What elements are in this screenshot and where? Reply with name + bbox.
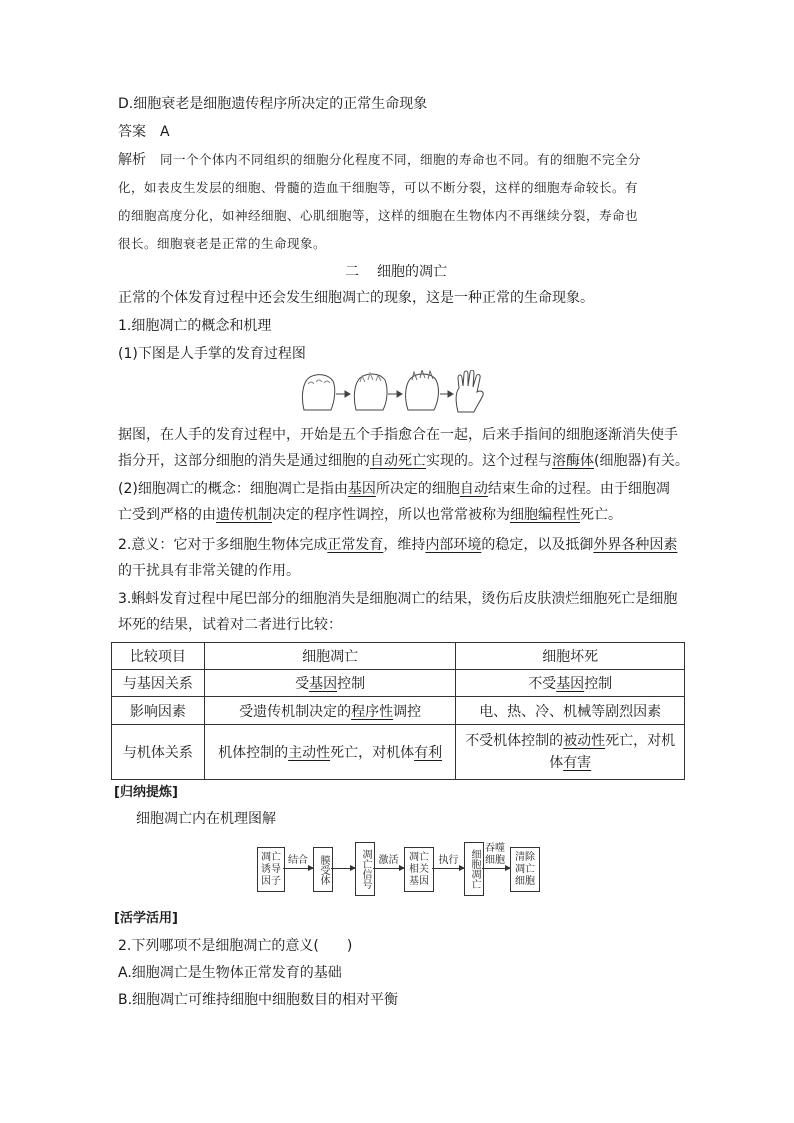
- summary-title: 细胞凋亡内在机理图解: [136, 811, 276, 827]
- p3a-underline-2: 内部环境: [425, 537, 482, 553]
- row-label: 与机体关系: [112, 725, 205, 780]
- cell-text: 机体控制的: [218, 745, 289, 761]
- analysis-line-3: 的细胞高度分化，如神经细胞、心肌细胞等，这样的细胞在生物体内不再继续分裂，寿命也: [118, 208, 639, 223]
- cell-underline: 有利: [414, 745, 443, 761]
- cell-text: 控制: [337, 676, 366, 692]
- option-d: D.细胞衰老是细胞遗传程序所决定的正常生命现象: [118, 96, 428, 112]
- flow-label-bind: 结合: [288, 855, 308, 866]
- flow-arrow: [373, 868, 404, 869]
- p2a-underline-1: 基因: [347, 481, 376, 497]
- option-b: B.细胞凋亡可维持细胞中细胞数目的相对平衡: [118, 992, 399, 1008]
- flow-label-phagocyte: 吞噬细胞: [485, 843, 505, 866]
- question-2: 2.下列哪项不是细胞凋亡的意义( ): [118, 938, 353, 954]
- table-cell: [204, 670, 456, 697]
- section-heading: [345, 261, 447, 283]
- flow-arrow: [283, 868, 313, 869]
- answer-line: [118, 121, 170, 143]
- p2b-text: 亡受到严格的由: [118, 507, 216, 523]
- table-header: 细胞坏死: [456, 643, 685, 670]
- flow-box-receptor: 膜受体: [313, 847, 333, 892]
- cell-text: 调控: [393, 703, 422, 720]
- heading-1: 1.细胞凋亡的概念和机理: [118, 318, 272, 334]
- p1b-text-mid: 实现的。这个过程与: [426, 453, 552, 469]
- flow-box-apoptosis: 细胞凋亡: [464, 842, 484, 896]
- section-title: 细胞的凋亡: [377, 264, 447, 280]
- cell-text: 受: [295, 676, 310, 692]
- flow-arrow: [482, 868, 510, 869]
- table-header-row: [112, 643, 685, 670]
- p3a-underline-3: 外界各种因素: [593, 537, 678, 553]
- flow-arrow: [432, 868, 464, 869]
- row-label: 影响因素: [112, 697, 205, 725]
- paragraph-1b: [118, 450, 689, 472]
- cell-text: 体: [549, 755, 564, 771]
- flow-box-signal: 凋亡信号: [355, 842, 375, 896]
- p2b-underline-1: 遗传机制: [216, 507, 272, 523]
- paragraph-3b: 的干扰具有非常关键的作用。: [118, 563, 300, 579]
- p3a-text-mid: ，维持: [383, 537, 426, 553]
- table-row: [112, 670, 685, 697]
- mechanism-flow-diagram: [0, 842, 794, 894]
- flow-arrow: [331, 868, 355, 869]
- flow-box-inducer: 凋亡诱导因子: [257, 847, 285, 892]
- paragraph-2b: [118, 504, 622, 526]
- p1b-text-post: (细胞器)有关。: [594, 453, 689, 469]
- figure-caption: (1)下图是人手掌的发育过程图: [118, 346, 306, 362]
- hand-stage-2: [354, 374, 387, 410]
- table-row: [112, 697, 685, 725]
- hand-stage-3: [406, 374, 439, 410]
- paragraph-3a: [118, 534, 677, 556]
- p1b-underline-1: 自动死亡: [370, 453, 426, 469]
- p3a-underline-1: 正常发育: [327, 537, 384, 553]
- paragraph-2a: [118, 478, 670, 500]
- table-row: [112, 725, 685, 780]
- practice-tag: [活学活用]: [114, 911, 178, 926]
- row-label: 与基因关系: [112, 670, 205, 697]
- cell-underline: 有害: [563, 755, 592, 771]
- cell-text: 死亡，对机体: [330, 745, 415, 761]
- table-cell: [456, 725, 685, 780]
- answer-value: A: [160, 124, 170, 140]
- flow-box-genes: 凋亡相关基因: [404, 847, 434, 892]
- hand-development-figure: [298, 370, 488, 414]
- summary-tag: [归纳提炼]: [114, 785, 178, 800]
- analysis-line-2: 化，如表皮生发层的细胞、骨髓的造血干细胞等，可以不断分裂，这样的细胞寿命较长。有: [118, 180, 639, 195]
- cell-text: 不受机体控制的: [465, 733, 564, 749]
- table-cell: [204, 725, 456, 780]
- cell-underline: 基因: [309, 676, 338, 692]
- p2a-text-post: 结束生命的过程。由于细胞凋: [487, 481, 670, 497]
- cell-text: 控制: [584, 676, 613, 692]
- p3a-text-mid2: 的稳定，以及抵御: [481, 537, 594, 553]
- section-number: 二: [345, 264, 359, 280]
- answer-label: 答案: [118, 124, 146, 140]
- flow-label-activate: 激活: [378, 855, 399, 866]
- cell-text: 不受: [528, 676, 557, 692]
- p2a-text: (2)细胞凋亡的概念：细胞凋亡是指由: [118, 481, 348, 497]
- p2b-text-post: 死亡。: [580, 507, 622, 523]
- comparison-table: [111, 642, 685, 780]
- p2a-text-mid: 所决定的细胞: [375, 481, 460, 497]
- option-a: A.细胞凋亡是生物体正常发育的基础: [118, 965, 342, 981]
- paragraph-4b: 坏死的结果，试着对二者进行比较：: [118, 617, 342, 633]
- analysis-line-4: 很长。细胞衰老是正常的生命现象。: [118, 236, 327, 251]
- table-cell: [456, 670, 685, 697]
- analysis-text-1: 同一个个体内不同组织的细胞分化程度不同，细胞的寿命也不同。有的细胞不完全分: [160, 152, 642, 167]
- table-cell: [204, 697, 456, 725]
- paragraph-1a: 据图，在人手的发育过程中，开始是五个手指愈合在一起，后来手指间的细胞逐渐消失使手: [118, 427, 678, 443]
- paragraph-4a: 3.蝌蚪发育过程中尾巴部分的细胞消失是细胞凋亡的结果，烫伤后皮肤溃烂细胞死亡是细胞: [118, 591, 678, 607]
- cell-underline: 被动性: [563, 733, 606, 749]
- p2b-underline-2: 细胞编程性: [510, 507, 580, 523]
- section-intro: 正常的个体发育过程中还会发生细胞凋亡的现象，这是一种正常的生命现象。: [118, 290, 594, 306]
- table-header: 细胞凋亡: [204, 643, 456, 670]
- cell-text: 受遗传机制决定的: [239, 703, 352, 720]
- table-cell: 电、热、冷、机械等剧烈因素: [456, 697, 685, 725]
- cell-underline: 主动性: [288, 745, 331, 761]
- cell-underline: 程序性: [351, 703, 394, 720]
- table-header: 比较项目: [112, 643, 205, 670]
- flow-label-execute: 执行: [438, 855, 459, 866]
- p1b-underline-2: 溶酶体: [552, 453, 594, 469]
- analysis-line-1: [118, 149, 641, 171]
- hand-stage-4: [456, 370, 483, 412]
- cell-underline: 基因: [556, 676, 585, 692]
- p3a-text: 2.意义：它对于多细胞生物体完成: [118, 537, 328, 553]
- p2a-underline-2: 自动: [459, 481, 488, 497]
- p1b-text: 指分开，这部分细胞的消失是通过细胞的: [118, 453, 370, 469]
- analysis-label: 解析: [118, 152, 146, 168]
- flow-box-clearance: 清除凋亡细胞: [510, 847, 540, 892]
- cell-text: 死亡，对机: [605, 733, 676, 749]
- p2b-text-mid: 决定的程序性调控，所以也常常被称为: [272, 507, 510, 523]
